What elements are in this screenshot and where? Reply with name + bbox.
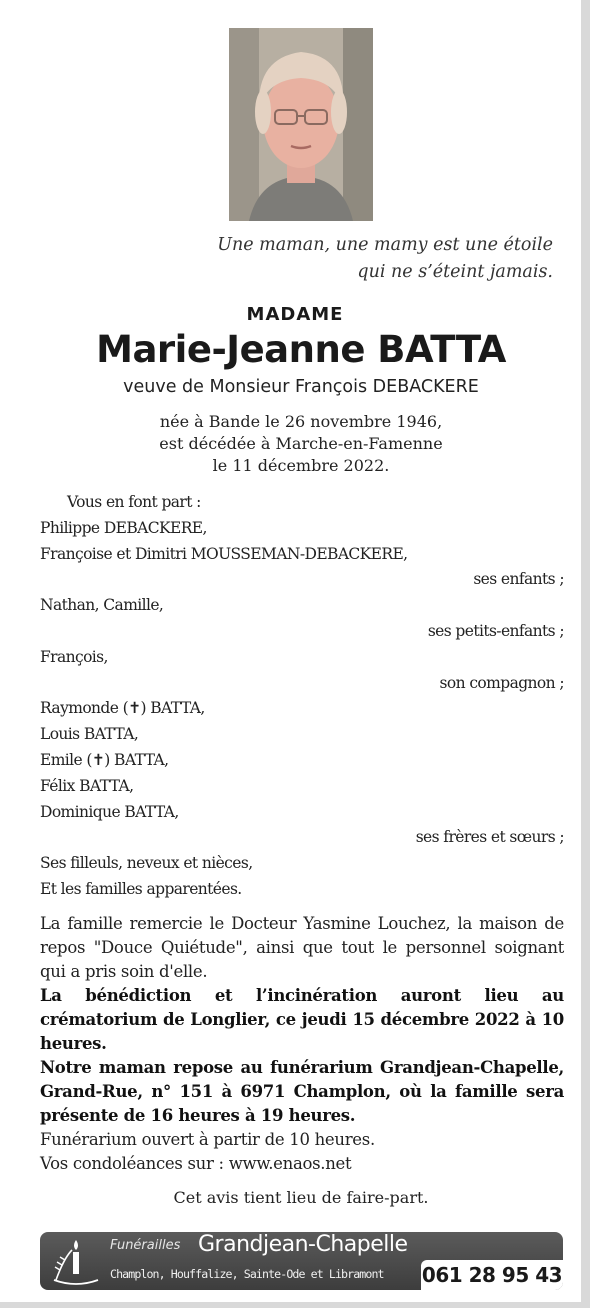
relatives-entry: Ses filleuls, neveux et nièces, (40, 854, 253, 873)
children-label: ses enfants ; (473, 570, 564, 589)
announcement-list (40, 490, 564, 903)
companion-label: son compagnon ; (439, 673, 564, 692)
honorific-title: MADAME (246, 304, 344, 325)
candle-wheat-logo-icon (48, 1236, 104, 1286)
quote-line-2: qui ne s’éteint jamais. (357, 262, 553, 282)
epitaph-quote (217, 232, 553, 286)
sibling-entry: Dominique BATTA, (40, 802, 179, 821)
opening-hours: Funérarium ouvert à partir de 10 heures. (40, 1130, 375, 1149)
announcement-intro: Vous en font part : (67, 493, 201, 511)
closing-note: Cet avis tient lieu de faire-part. (173, 1188, 429, 1207)
siblings-label: ses frères et sœurs ; (415, 828, 564, 847)
deceased-name: Marie-Jeanne BATTA (96, 328, 506, 371)
right-border (581, 0, 590, 1308)
child-entry: Philippe DEBACKERE, (40, 518, 207, 537)
sibling-entry: Félix BATTA, (40, 776, 134, 795)
child-entry: Françoise et Dimitri MOUSSEMAN-DEBACKERE, (40, 544, 408, 563)
ceremony-paragraph: La bénédiction et l’incinération auront lieu au crématorium de Longlier, ce jeudi 15 décembre 2022 à 10 heures. (40, 986, 564, 1053)
phone-number[interactable]: 061 28 95 43 (421, 1260, 563, 1290)
sibling-entry: Emile (✝) BATTA, (40, 750, 169, 769)
funeral-home-locations: Champlon, Houffalize, Sainte-Ode et Libramont (110, 1267, 384, 1281)
sibling-entry: Raymonde (✝) BATTA, (40, 699, 205, 718)
death-date-line: le 11 décembre 2022. (212, 456, 390, 475)
relatives-entry: Et les familles apparentées. (40, 879, 242, 898)
condolences-line: Vos condoléances sur : www.enaos.net (40, 1154, 352, 1173)
funeral-home-banner (40, 1232, 563, 1290)
portrait-image (229, 28, 373, 221)
funeral-details (40, 912, 564, 1176)
thanks-paragraph: La famille remercie le Docteur Yasmine Louchez, la maison de repos "Douce Quiétude", ainsi que tout le personnel soignant qui a pris soin d'elle. (40, 914, 564, 981)
death-place-line: est décédée à Marche-en-Famenne (159, 434, 443, 453)
footer-label: Funérailles (110, 1238, 181, 1253)
bottom-border (0, 1302, 590, 1308)
repose-paragraph: Notre maman repose au funérarium Grandjean-Chapelle, Grand-Rue, n° 151 à 6971 Champlon, où la famille sera présente de 16 heures à 19 heures. (40, 1058, 564, 1125)
grandchildren-label: ses petits-enfants ; (427, 621, 564, 640)
widow-line: veuve de Monsieur François DEBACKERE (123, 377, 479, 397)
companion-entry: François, (40, 647, 108, 666)
portrait-photo (229, 28, 373, 221)
quote-line-1: Une maman, une mamy est une étoile (217, 235, 553, 255)
funeral-home-name: Grandjean-Chapelle (198, 1232, 408, 1257)
birth-death-info (0, 411, 590, 477)
sibling-entry: Louis BATTA, (40, 725, 139, 744)
birth-line: née à Bande le 26 novembre 1946, (159, 412, 443, 431)
grandchildren-entry: Nathan, Camille, (40, 596, 164, 615)
